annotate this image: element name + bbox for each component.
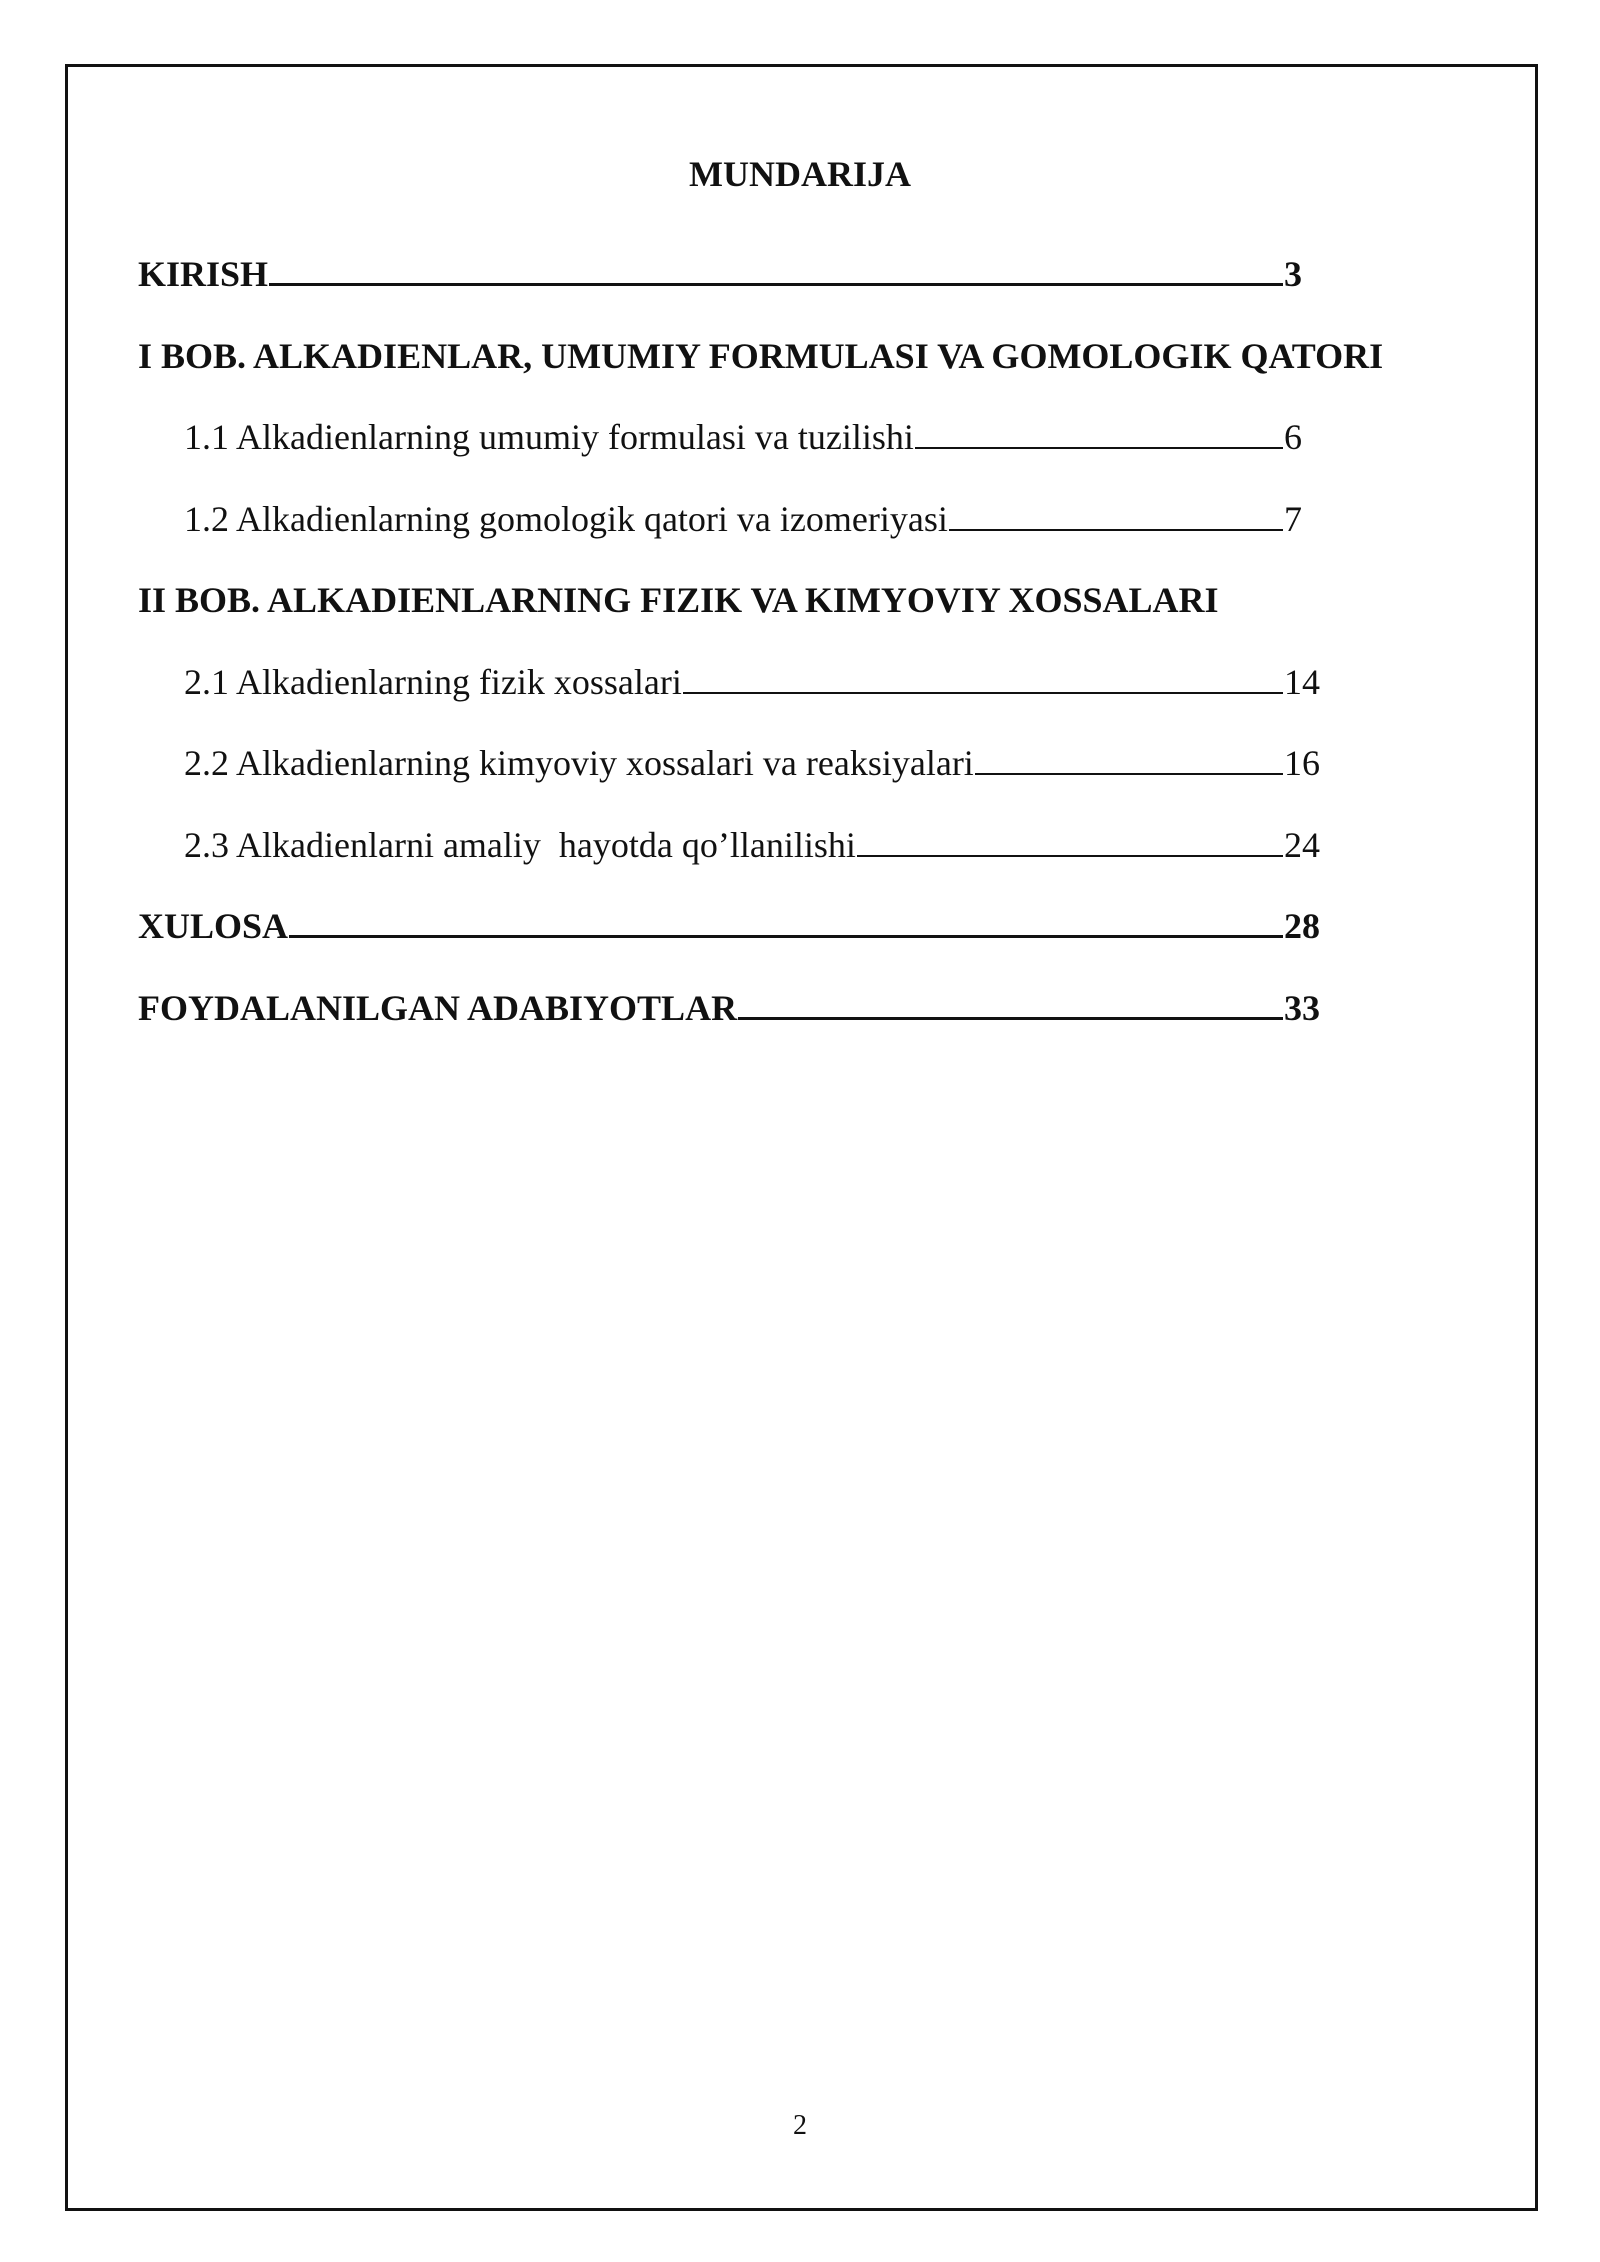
toc-leader-line [289, 907, 1283, 938]
toc-entry-page: 7 [1284, 498, 1302, 539]
toc-entry[interactable] [138, 986, 1468, 1068]
toc-entry-page: 16 [1284, 743, 1320, 783]
toc-leader-line [269, 255, 1283, 286]
toc-entry[interactable] [138, 334, 1468, 416]
toc-entry-label: I BOB. ALKADIENLAR, UMUMIY FORMULASI VA GOMOLOGIK QATORI [138, 335, 1384, 376]
toc-entry-page: 24 [1284, 824, 1320, 865]
page-number: 2 [793, 2110, 807, 2141]
toc-entry-page: 6 [1284, 417, 1302, 457]
toc-entry-label: 1.2 Alkadienlarning gomologik qatori va izomeriyasi [184, 498, 948, 539]
toc-entry-page: 28 [1284, 906, 1320, 946]
toc-entry[interactable] [138, 497, 1468, 579]
toc-entry[interactable] [138, 415, 1468, 497]
toc-leader-line [857, 827, 1283, 857]
toc-entry[interactable] [138, 823, 1468, 905]
toc-entry[interactable] [138, 252, 1468, 334]
toc-entry-label: II BOB. ALKADIENLARNING FIZIK VA KIMYOVIY XOSSALARI [138, 580, 1219, 620]
toc-leader-line [949, 501, 1283, 531]
toc-entry-label: 2.2 Alkadienlarning kimyoviy xossalari va reaksiyalari [184, 743, 974, 783]
toc-leader-line [738, 989, 1283, 1020]
toc-entry-page: 33 [1284, 987, 1320, 1028]
toc-entry-page: 14 [1284, 661, 1320, 702]
toc-entry-label: 2.3 Alkadienlarni amaliy hayotda qo’llanilishi [184, 824, 856, 865]
toc-entry-label: 1.1 Alkadienlarning umumiy formulasi va tuzilishi [184, 417, 914, 457]
table-of-contents [138, 252, 1468, 1067]
toc-entry[interactable] [138, 660, 1468, 742]
toc-entry-label: XULOSA [138, 906, 289, 946]
toc-entry[interactable] [138, 741, 1468, 823]
toc-leader-line [683, 664, 1283, 694]
toc-leader-line [975, 745, 1283, 775]
toc-entry[interactable] [138, 578, 1468, 660]
toc-entry-label: FOYDALANILGAN ADABIYOTLAR [138, 987, 738, 1028]
toc-title: MUNDARIJA [689, 154, 911, 194]
toc-entry-label: 2.1 Alkadienlarning fizik xossalari [184, 661, 682, 702]
toc-entry-label: KIRISH [138, 254, 269, 294]
toc-entry-page: 3 [1284, 254, 1302, 294]
toc-entry[interactable] [138, 904, 1468, 986]
toc-leader-line [915, 419, 1283, 449]
